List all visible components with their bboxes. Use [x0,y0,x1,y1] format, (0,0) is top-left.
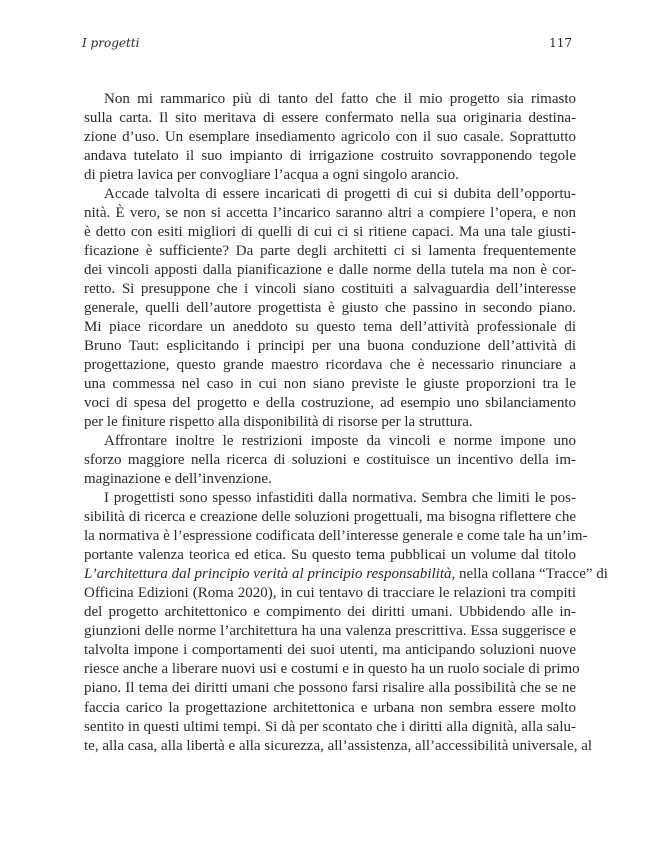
text-line: generale, quelli dell’autore progettista è giusto che passino in secondo piano. [84,300,576,317]
page-number: 117 [549,36,572,50]
text-line: retto. Si presuppone che i vincoli siano costituiti a salvaguardia dell’interesse [84,281,576,298]
text-line: progettazione, questo grande maestro ricordava che è necessario rinunciare a [84,357,576,374]
text-line: Mi piace ricordare un aneddoto su questo tema dell’attività professionale di [84,319,576,336]
text-line: sentito in questi ultimi tempi. Si dà per scontato che i diritti alla dignità, alla salu- [84,718,576,735]
text-span: , nella collana “Tracce” di [451,566,608,583]
body-text [84,90,608,756]
section-title: I progetti [82,36,140,50]
text-line: maginazione e dell’invenzione. [84,471,272,488]
text-line: riesce anche a liberare nuovi usi e costumi e in questo ha un ruolo sociale di primo [84,661,580,678]
text-line: di pietra lavica per convogliare l’acqua a ogni singolo arancio. [84,167,459,184]
text-line: I progettisti sono spesso infastiditi dalla normativa. Sembra che limiti le pos- [104,490,576,507]
text-line: giunzioni delle norme l’architettura ha una valenza prescrittiva. Essa suggerisce e [84,623,576,640]
text-line: Affrontare inoltre le restrizioni imposte da vincoli e norme impone uno [104,433,576,450]
text-line: Officina Edizioni (Roma 2020), in cui tentavo di tracciare le relazioni tra compiti [84,585,576,602]
text-line: dei vincoli apposti dalla pianificazione e dalle norme della tutela ma non è cor- [84,262,576,279]
text-line: piano. Il tema dei diritti umani che possono farsi risalire alla possibilità che se ne [84,680,576,697]
text-line: per le finiture rispetto alla disponibilità di risorse per la struttura. [84,414,473,431]
text-line: talvolta impone i comportamenti dei suoi utenti, ma anticipando soluzioni nuove [84,642,576,659]
text-line: è detto con esiti migliori di quelli di cui ci si ritiene capaci. Ma una tale giusti- [84,224,576,241]
text-line: sforzo maggiore nella ricerca di soluzioni e costituisce un incentivo della im- [84,452,576,469]
text-line: nità. È vero, se non si accetta l’incarico saranno altri a compiere l’opera, e non [84,205,576,222]
text-line: del progetto architettonico e compimento dei diritti umani. Ubbidendo alle in- [84,604,576,621]
text-line: sulla carta. Il sito meritava di essere confermato nella sua originaria destina- [84,110,576,127]
text-line: ficazione è sufficiente? Da parte degli architetti ci si lamenta frequentemente [84,243,576,260]
text-line: sibilità di ricerca e creazione delle soluzioni progettuali, ma bisogna riflettere che [84,509,576,526]
text-line: portante valenza teorica ed etica. Su questo tema pubblicai un volume dal titolo [84,547,576,564]
text-line: Accade talvolta di essere incaricati di progetti di cui si dubita dell’opportu- [104,186,576,203]
running-header [82,36,572,54]
text-line: faccia carico la progettazione architettonica e urbana non sembra essere molto [84,699,576,716]
text-line: zione d’uso. Un esemplare insediamento agricolo con il suo casale. Soprattutto [84,129,576,146]
text-line: voci di spesa del progetto e della costruzione, ad esempio uno sbilanciamento [84,395,576,412]
book-title: L’architettura dal principio verità al principio responsabilità [84,566,452,583]
text-line: la normativa è l’espressione codificata dell’interesse generale e come tale ha un’im- [84,528,588,545]
text-line: una commessa nel caso in cui non siano previste le giuste proporzioni tra le [84,376,576,393]
text-line: Bruno Taut: esplicitando i principi per una buona conduzione dell’attività di [84,338,576,355]
text-line: Non mi rammarico più di tanto del fatto che il mio progetto sia rimasto [104,91,576,107]
text-line [84,565,608,584]
text-line: andava tutelato il suo impianto di irrigazione costruito sovrapponendo tegole [84,148,576,165]
text-line: te, alla casa, alla libertà e alla sicurezza, all’assistenza, all’accessibilità universale, al [84,737,593,754]
